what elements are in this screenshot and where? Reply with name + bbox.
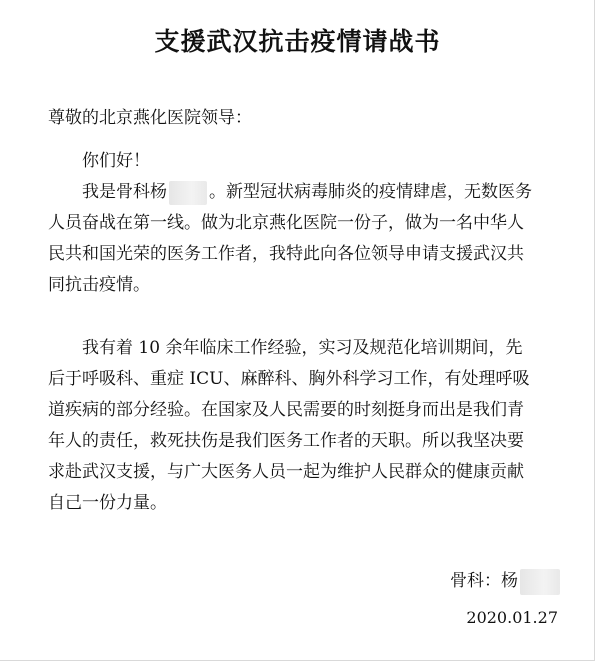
paragraph-line: 同抗击疫情。 xyxy=(48,275,150,295)
signature xyxy=(450,566,560,595)
paragraph-experience xyxy=(48,333,568,519)
paragraph-line: 后于呼吸科、重症 ICU、麻醉科、胸外科学习工作，有处理呼吸 xyxy=(48,369,530,389)
paragraph-line: 自己一份力量。 xyxy=(48,493,167,513)
greeting: 你们好！ xyxy=(82,151,150,171)
paragraph-line: 民共和国光荣的医务工作者，我特此向各位领导申请支援武汉共 xyxy=(48,244,524,264)
document-date: 2020.01.27 xyxy=(466,608,558,627)
text-segment: 。新型冠状病毒肺炎的疫情肆虐，无数医务 xyxy=(209,182,532,202)
paragraph-introduction xyxy=(48,177,568,301)
signature-label: 骨科：杨 xyxy=(450,571,518,591)
salutation: 尊敬的北京燕化医院领导： xyxy=(48,108,252,128)
redacted-signature-block xyxy=(520,569,560,595)
paragraph-line: 我有着 10 余年临床工作经验，实习及规范化培训期间，先 xyxy=(82,338,523,358)
paragraph-line: 求赴武汉支援，与广大医务人员一起为维护人民群众的健康贡献 xyxy=(48,462,524,482)
paragraph-line: 道疾病的部分经验。在国家及人民需要的时刻挺身而出是我们青 xyxy=(48,400,524,420)
paragraph-line: 人员奋战在第一线。做为北京燕化医院一份子，做为一名中华人 xyxy=(48,213,524,233)
text-segment: 我是骨科杨 xyxy=(82,182,167,202)
redacted-name-block xyxy=(169,181,207,205)
paragraph-line: 年人的责任，救死扶伤是我们医务工作者的天职。所以我坚决要 xyxy=(48,431,524,451)
paragraph-line xyxy=(48,177,568,208)
document-title: 支援武汉抗击疫情请战书 xyxy=(154,27,441,56)
